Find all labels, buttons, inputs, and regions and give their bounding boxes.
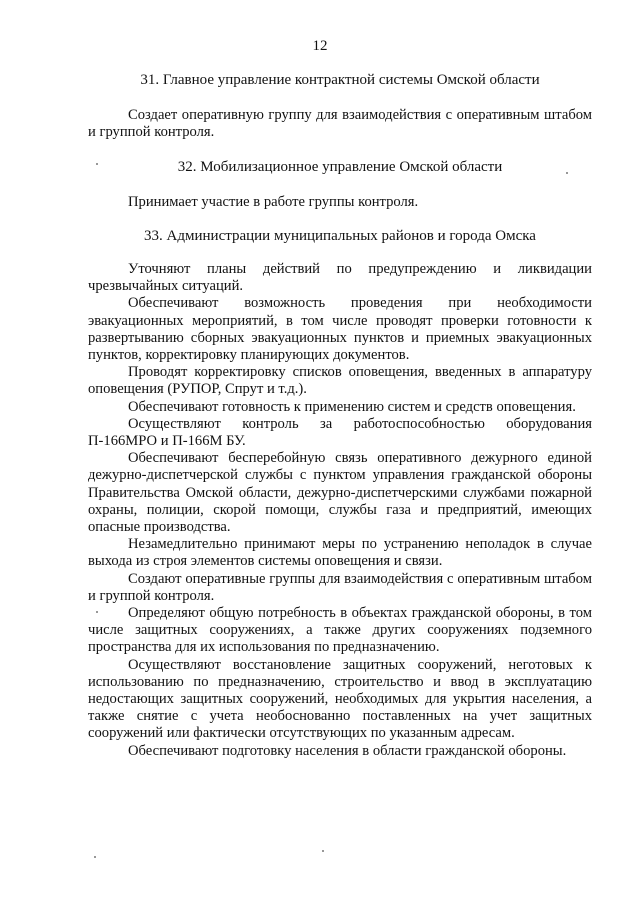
section-33-paragraph: Проводят корректировку списков оповещения, введенных в аппаратуру оповещения (РУПОР, Спрут и т.д.). xyxy=(88,364,592,398)
section-31-paragraph: Создает оперативную группу для взаимодействия с оперативным штабом и группой контроля. xyxy=(88,107,592,141)
section-33-paragraph: Уточняют планы действий по предупреждению и ликвидации чрезвычайных ситуаций. xyxy=(88,261,592,295)
section-33-heading: 33. Администрации муниципальных районов и города Омска xyxy=(144,228,536,244)
section-33-paragraph: Создают оперативные группы для взаимодействия с оперативным штабом и группой контроля. xyxy=(88,570,592,604)
page-number: 12 xyxy=(312,38,328,54)
section-33-body xyxy=(88,261,592,760)
scan-speck xyxy=(94,856,96,858)
scan-speck xyxy=(96,611,98,613)
section-32-heading: 32. Мобилизационное управление Омской области xyxy=(177,159,503,175)
section-33-paragraph: Определяют общую потребность в объектах гражданской обороны, в том числе защитных сооружениях, а также других сооружениях подземного пространства для их использования по предназначению. xyxy=(88,605,592,656)
section-33-paragraph: Обеспечивают готовность к применению систем и средств оповещения. xyxy=(128,398,576,415)
section-33-paragraph: Незамедлительно принимают меры по устранению неполадок в случае выхода из строя элементов системы оповещения и связи. xyxy=(88,536,592,570)
section-33-paragraph: Обеспечивают возможность проведения при необходимости эвакуационных мероприятий, в том числе проводят проверки готовности к развертыванию сборных эвакуационных пунктов и приемных эвакуационных пунктов, корректировку планирующих документов. xyxy=(88,295,592,364)
section-33-paragraph: Обеспечивают бесперебойную связь оперативного дежурного единой дежурно-диспетчерской службы с пунктом управления гражданской обороны Правительства Омской области, дежурно-диспетчерскими службами пожарной охраны, полиции, скорой помощи, службы газа и предприятий, имеющих опасные производства. xyxy=(88,450,592,536)
section-33-paragraph: Осуществляют восстановление защитных сооружений, неготовых к использованию по предназначению, строительство и ввод в эксплуатацию недостающих защитных сооружений, необходимых для укрытия населения, а также снятие с учета необоснованно поставленных на учет защитных сооружений или фактически отсутствующих по указанным адресам. xyxy=(88,656,592,742)
section-32-paragraph: Принимает участие в работе группы контроля. xyxy=(128,194,419,210)
section-31-heading: 31. Главное управление контрактной системы Омской области xyxy=(140,72,540,88)
scan-speck xyxy=(566,172,568,174)
section-33-paragraph: Осуществляют контроль за работоспособностью оборудования П-166МРО и П-166М БУ. xyxy=(88,415,592,450)
scan-speck xyxy=(96,163,98,165)
scan-speck xyxy=(322,850,324,852)
section-33-paragraph: Обеспечивают подготовку населения в области гражданской обороны. xyxy=(128,742,567,759)
